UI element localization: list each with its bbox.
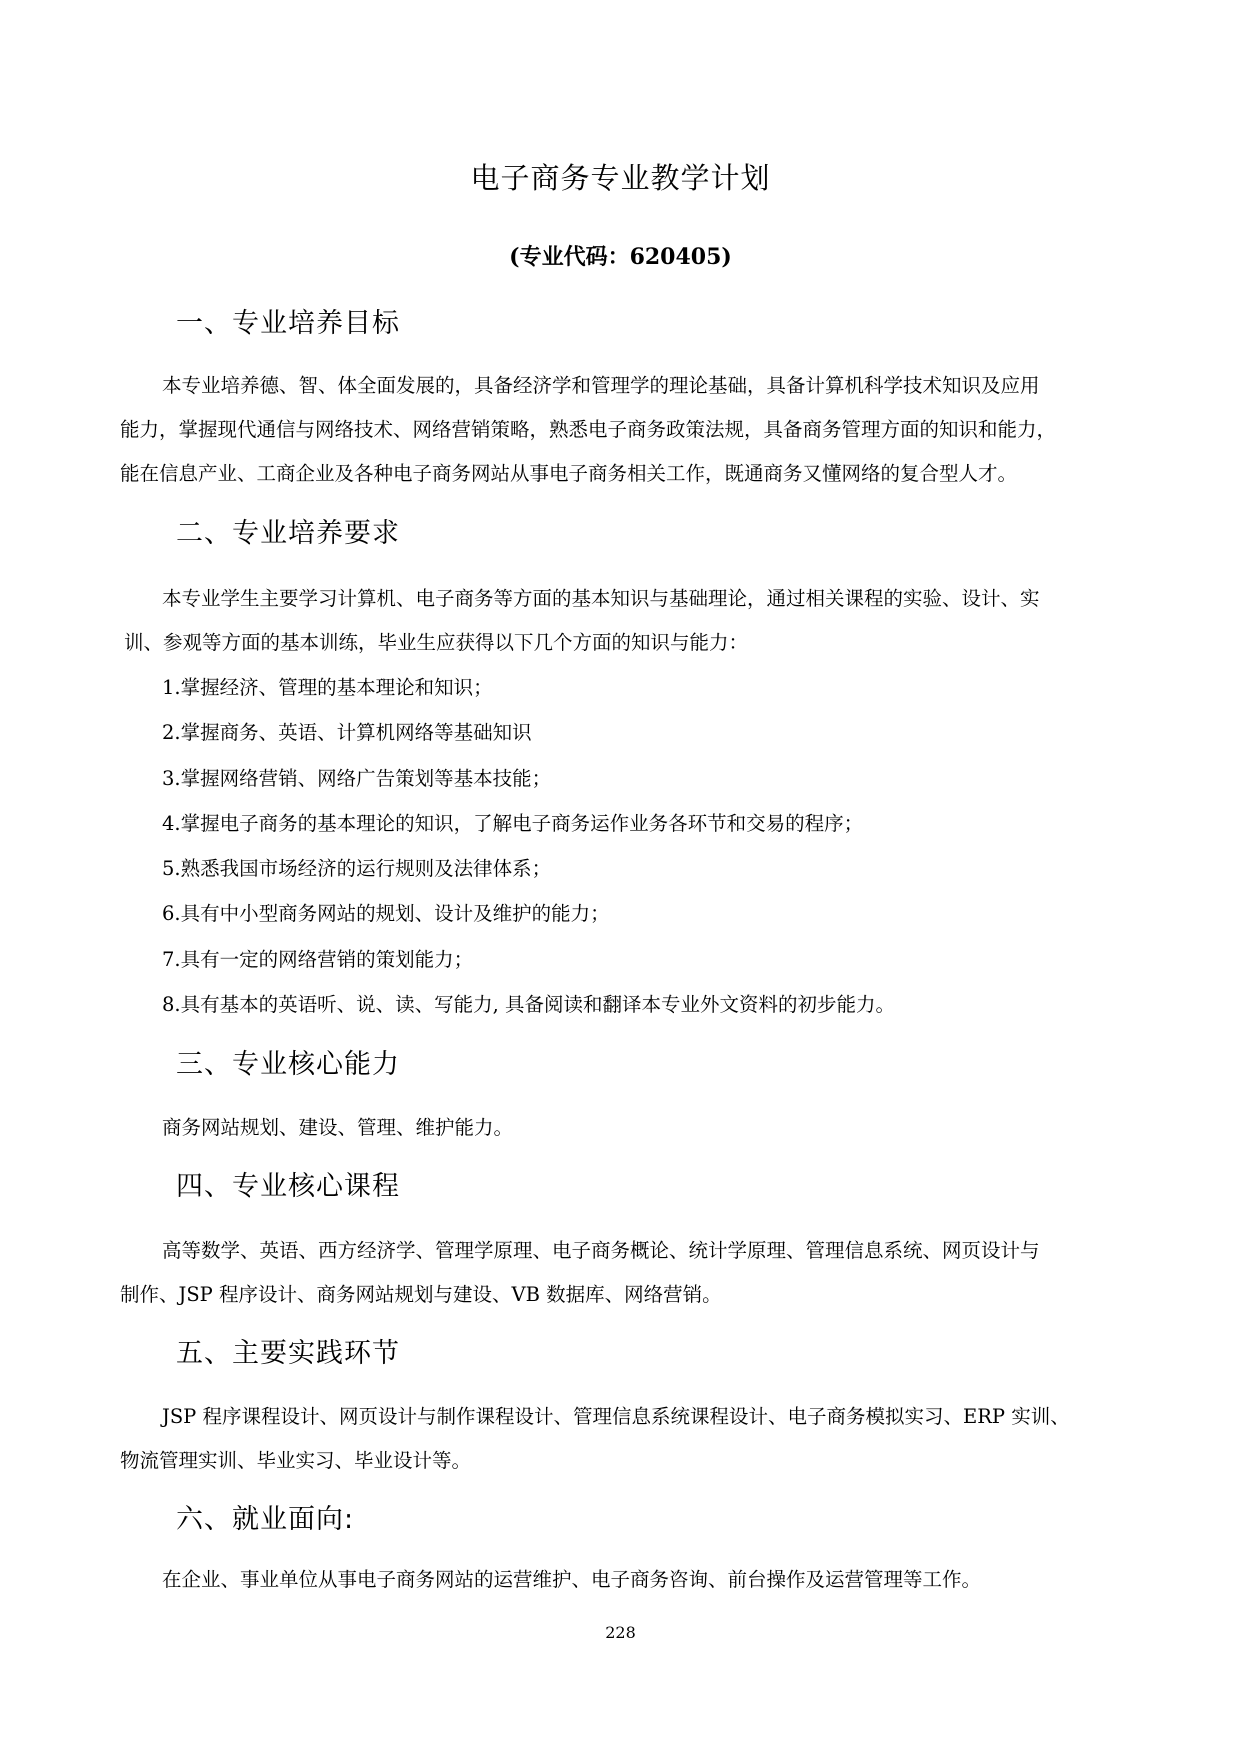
list-item: 4.掌握电子商务的基本理论的知识，了解电子商务运作业务各环节和交易的程序； [162, 811, 864, 835]
section-heading-core-competence: 三、专业核心能力 [176, 1049, 400, 1080]
page-number: 228 [605, 1623, 636, 1642]
paragraph-line: JSP 程序课程设计、网页设计与制作课程设计、管理信息系统课程设计、电子商务模拟实习、ERP 实训、 [162, 1405, 1070, 1428]
paragraph-line: 本专业培养德、智、体全面发展的，具备经济学和管理学的理论基础，具备计算机科学技术知识及应用 [162, 374, 1040, 397]
section-body-core-competence [162, 1106, 1192, 1150]
document-title: 电子商务专业教学计划 [470, 161, 771, 195]
paragraph-line: 在企业、事业单位从事电子商务网站的运营维护、电子商务咨询、前台操作及运营管理等工作。 [162, 1568, 982, 1591]
section-heading-training-requirements: 二、专业培养要求 [176, 518, 400, 549]
section-heading-practice: 五、主要实践环节 [176, 1338, 400, 1369]
paragraph-line: 本专业学生主要学习计算机、电子商务等方面的基本知识与基础理论，通过相关课程的实验、设计、实 [162, 587, 1040, 610]
section-body-training-goal [120, 364, 1150, 496]
list-item: 5.熟悉我国市场经济的运行规则及法律体系； [162, 857, 552, 881]
section-body-practice [120, 1395, 1150, 1483]
section-body-training-requirements [120, 577, 1150, 665]
document-subtitle: (专业代码：620405) [509, 244, 732, 270]
paragraph-line: 能在信息产业、工商企业及各种电子商务网站从事电子商务相关工作，既通商务又懂网络的复合型人才。 [120, 462, 1018, 485]
paragraph-line: 训、参观等方面的基本训练，毕业生应获得以下几个方面的知识与能力： [124, 631, 749, 654]
paragraph-line: 商务网站规划、建设、管理、维护能力。 [162, 1116, 514, 1139]
section-body-employment [162, 1558, 1192, 1602]
paragraph-line: 高等数学、英语、西方经济学、管理学原理、电子商务概论、统计学原理、管理信息系统、网页设计与 [162, 1239, 1040, 1262]
list-item: 6.具有中小型商务网站的规划、设计及维护的能力； [162, 902, 610, 926]
list-item: 3.掌握网络营销、网络广告策划等基本技能； [162, 766, 552, 790]
list-item: 7.具有一定的网络营销的策划能力； [162, 947, 474, 971]
paragraph-line: 能力，掌握现代通信与网络技术、网络营销策略，熟悉电子商务政策法规，具备商务管理方面的知识和能力， [120, 418, 1057, 441]
section-heading-employment: 六、就业面向: [176, 1504, 355, 1535]
list-item: 8.具有基本的英语听、说、读、写能力, 具备阅读和翻译本专业外文资料的初步能力。 [162, 993, 896, 1017]
list-item: 1.掌握经济、管理的基本理论和知识； [162, 676, 493, 699]
paragraph-line: 物流管理实训、毕业实习、毕业设计等。 [120, 1449, 472, 1472]
requirements-list [162, 665, 895, 1027]
section-heading-training-goal: 一、专业培养目标 [176, 308, 400, 339]
section-heading-core-courses: 四、专业核心课程 [176, 1171, 400, 1202]
section-body-core-courses [120, 1229, 1150, 1317]
paragraph-line: 制作、JSP 程序设计、商务网站规划与建设、VB 数据库、网络营销。 [120, 1283, 722, 1306]
list-item: 2.掌握商务、英语、计算机网络等基础知识 [162, 721, 532, 745]
